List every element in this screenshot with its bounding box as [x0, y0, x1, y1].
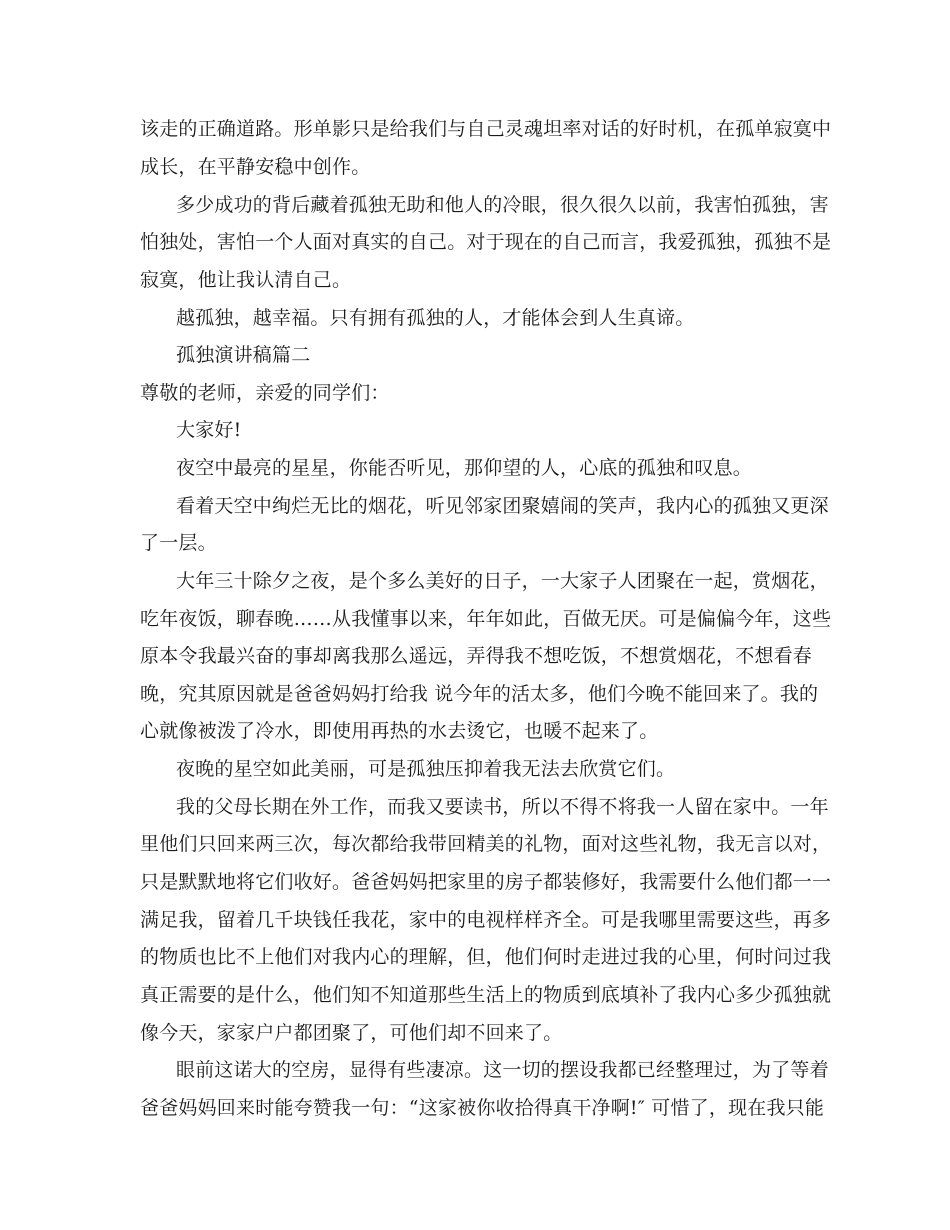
text-line: 的物质也比不上他们对我内心的理解，但，他们何时走进过我的心里，何时问过我: [140, 946, 832, 968]
text-line: 寂寞，他让我认清自己。: [140, 269, 352, 291]
text-line: 满足我，留着几千块钱任我花，家中的电视样样齐全。可是我哪里需要这些，再多: [140, 909, 832, 931]
paragraph-start-line: 夜晚的星空如此美丽，可是孤独压抑着我无法去欣赏它们。: [176, 758, 676, 780]
text-line: 像今天，家家户户都团聚了，可他们却不回来了。: [140, 1022, 563, 1044]
paragraph-start-line: 夜空中最亮的星星，你能否听见，那仰望的人，心底的孤独和叹息。: [176, 457, 753, 479]
paragraph-start-line: 我的父母长期在外工作，而我又要读书，所以不得不将我一人留在家中。一年: [176, 796, 829, 818]
salutation: 尊敬的老师，亲爱的同学们：: [140, 382, 390, 404]
text-line: 真正需要的是什么，他们知不知道那些生活上的物质到底填补了我内心多少孤独就: [140, 984, 832, 1006]
text-line: 成长，在平静安稳中创作。: [140, 156, 371, 178]
text-line: 怕独处，害怕一个人面对真实的自己。对于现在的自己而言，我爱孤独，孤独不是: [140, 231, 832, 253]
text-line: 里他们只回来两三次，每次都给我带回精美的礼物，面对这些礼物，我无言以对，: [140, 833, 832, 855]
text-line: 爸爸妈妈回来时能夸赞我一句：“这家被你收拾得真干净啊!″ 可惜了，现在我只能: [140, 1097, 825, 1119]
paragraph-start-line: 眼前这诺大的空房，显得有些凄凉。这一切的摆设我都已经整理过，为了等着: [176, 1059, 829, 1081]
greeting: 大家好!: [176, 419, 242, 441]
paragraph-start-line: 看着天空中绚烂无比的烟花，听见邻家团聚嬉闹的笑声，我内心的孤独又更深: [176, 495, 829, 517]
text-line: 该走的正确道路。形单影只是给我们与自己灵魂坦率对话的好时机，在孤单寂寞中: [140, 118, 832, 140]
paragraph-start-line: 越孤独，越幸福。只有拥有孤独的人，才能体会到人生真谛。: [176, 307, 695, 329]
text-line: 了一层。: [140, 532, 217, 554]
section-heading: 孤独演讲稿篇二: [176, 344, 311, 366]
text-line: 吃年夜饭，聊春晚……从我懂事以来，年年如此，百做无厌。可是偏偏今年，这些: [140, 608, 832, 630]
text-line: 原本令我最兴奋的事却离我那么遥远，弄得我不想吃饭，不想赏烟花，不想看春: [140, 645, 813, 667]
paragraph-start-line: 多少成功的背后藏着孤独无助和他人的冷眼，很久很久以前，我害怕孤独，害: [176, 194, 829, 216]
paragraph-start-line: 大年三十除夕之夜，是个多么美好的日子，一大家子人团聚在一起，赏烟花，: [176, 570, 829, 592]
text-line: 晚，究其原因就是爸爸妈妈打给我 说今年的活太多，他们今晚不能回来了。我的: [140, 683, 819, 705]
text-line: 只是默默地将它们收好。爸爸妈妈把家里的房子都装修好，我需要什么他们都一一: [140, 871, 832, 893]
text-line: 心就像被泼了冷水，即使用再热的水去烫它，也暖不起来了。: [140, 720, 659, 742]
